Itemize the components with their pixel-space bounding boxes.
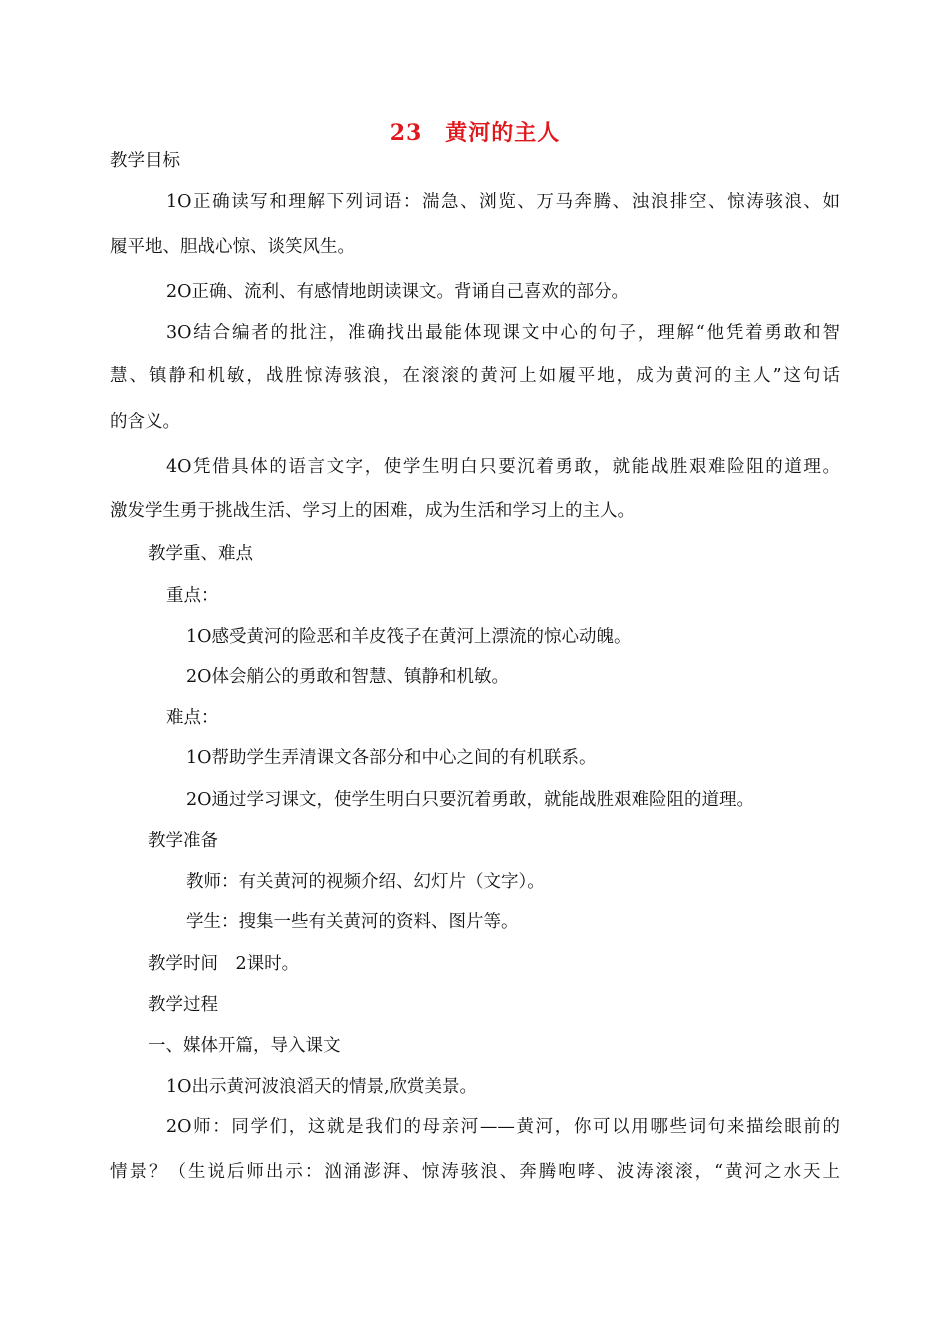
heading-teaching-process: 教学过程 bbox=[148, 995, 218, 1015]
difficult-point-1: 1O帮助学生弄清课文各部分和中心之间的有机联系。 bbox=[186, 748, 597, 768]
goal-2: 2O正确、流利、有感情地朗读课文。背诵自己喜欢的部分。 bbox=[166, 282, 629, 302]
document-title: 23 黄河的主人 bbox=[389, 120, 561, 146]
goal-3-line-3: 的含义。 bbox=[110, 412, 180, 432]
difficult-point-2: 2O通过学习课文，使学生明白只要沉着勇敢，就能战胜艰难险阻的道理。 bbox=[186, 790, 754, 810]
teaching-time: 教学时间 2课时。 bbox=[148, 954, 300, 974]
goal-1-line-1: 1O正确读写和理解下列词语：湍急、浏览、万马奔腾、浊浪排空、惊涛骇浪、如 bbox=[166, 192, 840, 212]
goal-4-line-1: 4O凭借具体的语言文字，使学生明白只要沉着勇敢，就能战胜艰难险阻的道理。 bbox=[166, 457, 840, 477]
heading-key-difficult-points: 教学重、难点 bbox=[148, 544, 253, 564]
goal-1-line-2: 履平地、胆战心惊、谈笑风生。 bbox=[110, 237, 355, 257]
section-1-heading: 一、媒体开篇，导入课文 bbox=[148, 1036, 341, 1056]
goal-3-line-2: 慧、镇静和机敏，战胜惊涛骇浪，在滚滚的黄河上如履平地，成为黄河的主人”这句话 bbox=[110, 366, 840, 386]
key-point-1: 1O感受黄河的险恶和羊皮筏子在黄河上漂流的惊心动魄。 bbox=[186, 627, 632, 647]
process-step-1: 1O出示黄河波浪滔天的情景,欣赏美景。 bbox=[166, 1077, 478, 1097]
heading-difficult-points: 难点： bbox=[166, 708, 219, 728]
process-step-2-line-1: 2O师：同学们，这就是我们的母亲河——黄河，你可以用哪些词句来描绘眼前的 bbox=[166, 1117, 840, 1137]
heading-teaching-goals: 教学目标 bbox=[110, 151, 180, 171]
process-step-2-line-2: 情景？（生说后师出示：汹涌澎湃、惊涛骇浪、奔腾咆哮、波涛滚滚，“黄河之水天上 bbox=[110, 1162, 840, 1182]
preparation-teacher: 教师：有关黄河的视频介绍、幻灯片（文字）。 bbox=[186, 872, 545, 892]
preparation-student: 学生：搜集一些有关黄河的资料、图片等。 bbox=[186, 912, 519, 932]
goal-3-line-1: 3O结合编者的批注，准确找出最能体现课文中心的句子，理解“他凭着勇敢和智 bbox=[166, 323, 840, 343]
key-point-2: 2O体会艄公的勇敢和智慧、镇静和机敏。 bbox=[186, 667, 509, 687]
heading-key-points: 重点： bbox=[166, 586, 219, 606]
heading-teaching-preparation: 教学准备 bbox=[148, 831, 218, 851]
goal-4-line-2: 激发学生勇于挑战生活、学习上的困难，成为生活和学习上的主人。 bbox=[110, 501, 635, 521]
